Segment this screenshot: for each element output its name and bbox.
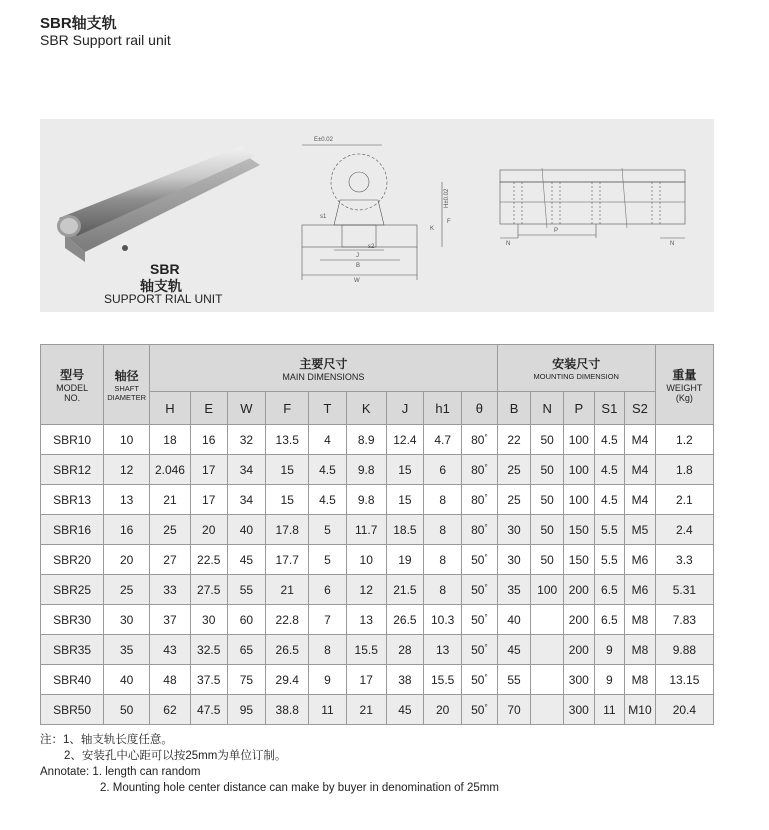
table-cell: 50 <box>104 695 150 725</box>
spec-table <box>40 344 714 725</box>
subheader-w: W <box>227 392 266 425</box>
table-cell: 15 <box>386 485 424 515</box>
table-row <box>41 545 714 575</box>
model-cell: SBR50 <box>41 695 104 725</box>
table-cell: 5 <box>309 515 347 545</box>
table-cell: 18.5 <box>386 515 424 545</box>
table-row <box>41 665 714 695</box>
subheader-j: J <box>386 392 424 425</box>
rail-product-image <box>45 140 265 265</box>
header-model-en2: NO. <box>64 393 81 403</box>
table-cell: 50° <box>462 665 498 695</box>
model-cell: SBR13 <box>41 485 104 515</box>
table-cell: 55 <box>497 665 531 695</box>
header-weight <box>655 345 713 425</box>
table-cell: 80° <box>462 455 498 485</box>
degree-symbol: ° <box>484 642 488 652</box>
p-label: P <box>554 228 559 234</box>
header-mounting-dimensions <box>497 345 655 392</box>
table-cell: 26.5 <box>266 635 309 665</box>
header-shaft-en1: SHAFT <box>114 384 139 393</box>
header-mount-en: MOUNTING DIMENSION <box>533 372 619 381</box>
rail-model-label: SBR <box>150 261 180 277</box>
table-cell: 200 <box>564 575 595 605</box>
table-cell: 10 <box>346 545 386 575</box>
header-weight-en: WEIGHT <box>666 383 703 393</box>
subheader-f: F <box>266 392 309 425</box>
table-cell: 80° <box>462 515 498 545</box>
table-cell: 4.5 <box>594 485 625 515</box>
table-cell: 34 <box>227 455 266 485</box>
table-cell: 5.5 <box>594 545 625 575</box>
table-cell: 100 <box>564 455 595 485</box>
table-cell: 8 <box>424 575 462 605</box>
page-title-cn: SBR轴支轨 <box>40 15 117 32</box>
table-cell: M6 <box>625 545 656 575</box>
table-cell: 30 <box>190 605 227 635</box>
b-label: B <box>356 263 361 269</box>
table-cell: M8 <box>625 605 656 635</box>
subheader-n: N <box>531 392 564 425</box>
table-cell: 11 <box>594 695 625 725</box>
table-cell: 100 <box>564 425 595 455</box>
table-cell: 21.5 <box>386 575 424 605</box>
table-cell: 50 <box>531 455 564 485</box>
table-cell: 35 <box>104 635 150 665</box>
spec-table-body <box>41 425 714 725</box>
table-cell: 32.5 <box>190 635 227 665</box>
table-cell: 10 <box>104 425 150 455</box>
table-cell: 4.5 <box>309 485 347 515</box>
table-cell: 2.046 <box>150 455 191 485</box>
table-cell: 21 <box>266 575 309 605</box>
table-cell: 7 <box>309 605 347 635</box>
table-cell: 1.2 <box>655 425 713 455</box>
table-cell: 80° <box>462 425 498 455</box>
header-main-dimensions <box>150 345 498 392</box>
table-cell <box>531 635 564 665</box>
table-cell: 8 <box>424 485 462 515</box>
h-tolerance-label: H±0.02 <box>444 188 450 208</box>
table-cell: 17 <box>190 485 227 515</box>
notes-section <box>40 732 499 796</box>
table-cell: 38.8 <box>266 695 309 725</box>
table-cell: 17.8 <box>266 515 309 545</box>
table-cell: 20.4 <box>655 695 713 725</box>
table-cell: 4.5 <box>309 455 347 485</box>
table-cell: 15.5 <box>346 635 386 665</box>
degree-symbol: ° <box>484 672 488 682</box>
subheader-theta: θ <box>462 392 498 425</box>
table-cell: 50 <box>531 485 564 515</box>
table-row <box>41 635 714 665</box>
table-cell: 60 <box>227 605 266 635</box>
table-cell: 28 <box>386 635 424 665</box>
table-cell: 40 <box>497 605 531 635</box>
table-cell: 50° <box>462 545 498 575</box>
table-cell: 11 <box>309 695 347 725</box>
table-cell: 21 <box>150 485 191 515</box>
model-cell: SBR12 <box>41 455 104 485</box>
table-row <box>41 485 714 515</box>
table-cell <box>531 665 564 695</box>
table-cell: M6 <box>625 575 656 605</box>
table-cell: 80° <box>462 485 498 515</box>
note-en-1: Annotate: 1. length can random <box>40 766 201 778</box>
degree-symbol: ° <box>484 522 488 532</box>
table-cell: 50° <box>462 635 498 665</box>
table-cell: 9 <box>594 635 625 665</box>
table-cell: 50 <box>531 515 564 545</box>
table-cell: 50° <box>462 695 498 725</box>
table-cell: 50 <box>531 425 564 455</box>
table-cell: M10 <box>625 695 656 725</box>
subheader-h1: h1 <box>424 392 462 425</box>
f-label: F <box>447 219 451 225</box>
table-cell: 65 <box>227 635 266 665</box>
table-cell: 8 <box>424 515 462 545</box>
subheader-p: P <box>564 392 595 425</box>
table-cell: 17 <box>346 665 386 695</box>
header-main-en: MAIN DIMENSIONS <box>282 371 365 382</box>
note-cn-2: 2、安装孔中心距可以按25mm为单位订制。 <box>64 750 287 762</box>
table-cell: 100 <box>531 575 564 605</box>
table-cell: 11.7 <box>346 515 386 545</box>
table-cell: 30 <box>497 515 531 545</box>
table-cell: 50° <box>462 605 498 635</box>
table-row <box>41 605 714 635</box>
table-cell: 22.5 <box>190 545 227 575</box>
note-en-2: 2. Mounting hole center distance can make by buyer in denomination of 25mm <box>100 782 499 794</box>
table-cell: 1.8 <box>655 455 713 485</box>
table-cell: 32 <box>227 425 266 455</box>
table-cell: 26.5 <box>386 605 424 635</box>
table-cell: 25 <box>497 485 531 515</box>
degree-symbol: ° <box>484 702 488 712</box>
table-cell: 19 <box>386 545 424 575</box>
j-label: J <box>356 253 359 259</box>
table-cell: 20 <box>104 545 150 575</box>
table-cell: 75 <box>227 665 266 695</box>
table-cell: 4 <box>309 425 347 455</box>
table-cell: 55 <box>227 575 266 605</box>
table-row <box>41 515 714 545</box>
table-row <box>41 575 714 605</box>
w-label: W <box>354 278 360 284</box>
table-cell: 200 <box>564 605 595 635</box>
table-cell: M8 <box>625 635 656 665</box>
table-cell: 200 <box>564 635 595 665</box>
page-title-en: SBR Support rail unit <box>40 32 171 48</box>
table-cell: 18 <box>150 425 191 455</box>
table-cell: 25 <box>150 515 191 545</box>
table-row <box>41 425 714 455</box>
table-cell: 8 <box>309 635 347 665</box>
table-cell: 2.4 <box>655 515 713 545</box>
table-cell: 43 <box>150 635 191 665</box>
table-cell: 20 <box>190 515 227 545</box>
table-cell: 15 <box>266 485 309 515</box>
table-cell: 3.3 <box>655 545 713 575</box>
table-cell: 300 <box>564 695 595 725</box>
table-cell: 45 <box>227 545 266 575</box>
table-cell: 9.8 <box>346 455 386 485</box>
cross-section-drawing <box>292 130 477 300</box>
table-cell: 25 <box>104 575 150 605</box>
s2-label: s2 <box>368 244 375 250</box>
header-model <box>41 345 104 425</box>
header-model-en1: MODEL <box>56 383 89 393</box>
table-cell: 13 <box>104 485 150 515</box>
table-cell: 34 <box>227 485 266 515</box>
degree-symbol: ° <box>484 612 488 622</box>
table-cell: 48 <box>150 665 191 695</box>
subheader-t: T <box>309 392 347 425</box>
subheader-e: E <box>190 392 227 425</box>
table-cell: 150 <box>564 545 595 575</box>
table-cell: 45 <box>497 635 531 665</box>
table-cell: 22 <box>497 425 531 455</box>
table-cell: 38 <box>386 665 424 695</box>
table-cell: 21 <box>346 695 386 725</box>
table-cell: 12 <box>346 575 386 605</box>
table-cell: M4 <box>625 485 656 515</box>
subheader-s2: S2 <box>625 392 656 425</box>
table-cell: 9.88 <box>655 635 713 665</box>
table-cell: M4 <box>625 425 656 455</box>
header-shaft-en2: DIAMETER <box>107 393 147 402</box>
table-cell: 17 <box>190 455 227 485</box>
table-cell: 16 <box>104 515 150 545</box>
table-row <box>41 695 714 725</box>
table-cell: 47.5 <box>190 695 227 725</box>
subheader-h: H <box>150 392 191 425</box>
model-cell: SBR25 <box>41 575 104 605</box>
table-cell: 12 <box>104 455 150 485</box>
degree-symbol: ° <box>484 432 488 442</box>
rail-en-label: SUPPORT RIAL UNIT <box>104 292 223 306</box>
table-cell: 300 <box>564 665 595 695</box>
table-cell: 30 <box>497 545 531 575</box>
table-cell: 20 <box>424 695 462 725</box>
table-cell: 27.5 <box>190 575 227 605</box>
table-cell: 22.8 <box>266 605 309 635</box>
header-shaft <box>104 345 150 425</box>
table-cell: M8 <box>625 665 656 695</box>
table-cell: 37 <box>150 605 191 635</box>
table-cell: 30 <box>104 605 150 635</box>
subheader-k: K <box>346 392 386 425</box>
table-cell: 6 <box>424 455 462 485</box>
table-cell: 17.7 <box>266 545 309 575</box>
table-cell: 6.5 <box>594 605 625 635</box>
table-cell: 9.8 <box>346 485 386 515</box>
table-cell: 70 <box>497 695 531 725</box>
table-cell: 50° <box>462 575 498 605</box>
table-cell: 12.4 <box>386 425 424 455</box>
table-cell: 40 <box>104 665 150 695</box>
table-cell: 15 <box>386 455 424 485</box>
table-cell: 4.5 <box>594 455 625 485</box>
header-weight-unit: (Kg) <box>675 393 693 403</box>
model-cell: SBR30 <box>41 605 104 635</box>
degree-symbol: ° <box>484 492 488 502</box>
n-label-left: N <box>506 241 511 247</box>
model-cell: SBR40 <box>41 665 104 695</box>
model-cell: SBR20 <box>41 545 104 575</box>
e-tolerance-label: E±0.02 <box>314 137 333 143</box>
table-cell: 10.3 <box>424 605 462 635</box>
table-cell: 40 <box>227 515 266 545</box>
header-mount-cn: 安装尺寸 <box>552 357 601 371</box>
n-label-right: N <box>670 241 675 247</box>
table-row <box>41 455 714 485</box>
subheader-s1: S1 <box>594 392 625 425</box>
s1-label: s1 <box>320 214 327 220</box>
table-cell: 6.5 <box>594 575 625 605</box>
table-cell: 9 <box>309 665 347 695</box>
table-cell: 15.5 <box>424 665 462 695</box>
table-cell <box>531 695 564 725</box>
model-cell: SBR35 <box>41 635 104 665</box>
table-cell: 45 <box>386 695 424 725</box>
table-cell: 8 <box>424 545 462 575</box>
table-cell: 13 <box>346 605 386 635</box>
table-cell <box>531 605 564 635</box>
table-cell: 95 <box>227 695 266 725</box>
table-cell: 5.5 <box>594 515 625 545</box>
table-cell: M5 <box>625 515 656 545</box>
table-cell: 9 <box>594 665 625 695</box>
table-cell: 100 <box>564 485 595 515</box>
header-weight-cn: 重量 <box>672 368 697 382</box>
table-cell: M4 <box>625 455 656 485</box>
table-cell: 29.4 <box>266 665 309 695</box>
header-model-cn: 型号 <box>60 368 85 382</box>
table-cell: 5.31 <box>655 575 713 605</box>
table-cell: 8.9 <box>346 425 386 455</box>
table-cell: 13 <box>424 635 462 665</box>
degree-symbol: ° <box>484 462 488 472</box>
degree-symbol: ° <box>484 552 488 562</box>
header-shaft-cn: 轴径 <box>114 369 139 383</box>
table-cell: 5 <box>309 545 347 575</box>
table-cell: 15 <box>266 455 309 485</box>
table-cell: 13.15 <box>655 665 713 695</box>
table-cell: 16 <box>190 425 227 455</box>
table-cell: 13.5 <box>266 425 309 455</box>
rail-cn-label: 轴支轨 <box>140 278 182 294</box>
table-cell: 150 <box>564 515 595 545</box>
table-cell: 7.83 <box>655 605 713 635</box>
note-cn-1: 注：1、轴支轨长度任意。 <box>40 734 173 746</box>
table-cell: 25 <box>497 455 531 485</box>
side-view-drawing <box>492 150 692 250</box>
table-cell: 27 <box>150 545 191 575</box>
table-cell: 50 <box>531 545 564 575</box>
model-cell: SBR16 <box>41 515 104 545</box>
k-label: K <box>430 226 435 232</box>
table-cell: 37.5 <box>190 665 227 695</box>
table-cell: 62 <box>150 695 191 725</box>
subheader-b: B <box>497 392 531 425</box>
table-cell: 4.5 <box>594 425 625 455</box>
header-main-cn: 主要尺寸 <box>299 356 348 371</box>
table-cell: 2.1 <box>655 485 713 515</box>
table-cell: 6 <box>309 575 347 605</box>
table-cell: 33 <box>150 575 191 605</box>
table-cell: 35 <box>497 575 531 605</box>
degree-symbol: ° <box>484 582 488 592</box>
table-cell: 4.7 <box>424 425 462 455</box>
model-cell: SBR10 <box>41 425 104 455</box>
